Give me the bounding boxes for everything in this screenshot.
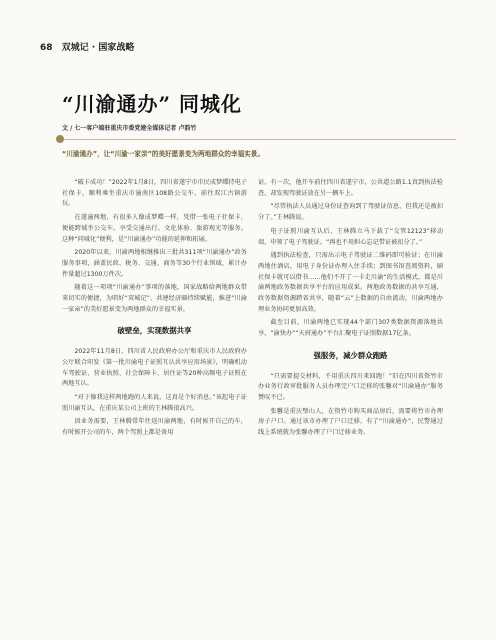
- divider: [62, 139, 456, 140]
- section-heading: 强服务，减少群众跑路: [313, 350, 388, 360]
- page-number: 68: [40, 43, 53, 53]
- divider-dot: [56, 135, 64, 143]
- paragraph: 在遂潼两地，有很多人像成梦蝶一样，凭借一张电子社保卡，便能跨域坐公交车，享受交通出行、文化体验、旅游观光等服务。这种“同城化”便利，是“川渝通办”功能的延伸和拓展。: [62, 214, 247, 243]
- paragraph: 因业务需要，王林腾常年往返川渝两地，有时候开自己的车，有时候开公司的车，两个驾照上都是备用: [62, 418, 247, 437]
- paragraph: “对于像我这样两地跑的人来说，这真是个好消息。”该起电子证照川渝互认，在重庆某公司上班的王林腾很高兴。: [62, 393, 247, 412]
- page-header: [40, 40, 134, 53]
- article-byline: 文 / 七一客户端驻重庆市委党建全媒体记者 卢韵竹: [62, 125, 197, 132]
- right-column: [258, 178, 443, 442]
- paragraph: 电子证照川渝互认后，王林腾立马下载了“交管12123”移动端，申领了电子驾驶证。“再也不用担心忘记带证被扣分了。”: [258, 227, 443, 246]
- left-column: [62, 178, 247, 442]
- paragraph: “只需要提交材料，不用重庆四川来回跑！”旧在四川省资竹市办业务行政审批服务人员办理完户口迁移的张馨对“川渝通办”服务赞叹不已。: [258, 372, 443, 401]
- article-lead: “川渝通办”，让“川渝一家亲”的美好愿景变为两地群众的幸福实景。: [62, 150, 264, 158]
- section-heading: 破壁垒，实现数据共享: [117, 326, 192, 336]
- paragraph: 证。有一次，他开车前往四川省遂宁市，公共道公路1.1真到执法检查，却发现驾驶证放在另一辆车上。: [258, 179, 443, 197]
- paragraph: 随着这一项项“川渝通办”事项的落地，国家战略给两地群众带来切实的便捷，为唱好“双城记”、共建经济圈持续赋能，推进“川渝一家亲”的美好愿景变为两地群众的幸福实景。: [62, 284, 247, 313]
- paragraph: 截至目前，川渝两地已实现44个部门307类数据资源落地共享，“渝快办”“天府通办”平台汇聚电子证照数据17亿条。: [258, 319, 443, 338]
- paragraph: 遇到执法检查，只需出示电子驾驶证二维码即可验证；在川渝两地住酒店，用电子身份证办理入住手续；到图书馆查阅资料，刷社保卡就可以借书……他们不开了一卡走川渝“的生活模式，都是川渝两地政务数据共享平台的应用成果。两地政务数据的共享互通，政务数据资源跨省共享，随着“云”上数据的自由流动，川渝两地办理业务协同更加高效。: [258, 252, 443, 313]
- paragraph: “破卡成功！”2022年1月8日，四川省遂宁市市民成梦蝶持电子社保卡，顺利乘坐重庆市潼南区108路公交车，前往双江古镇游玩。: [62, 179, 247, 208]
- section-label: 双城记 · 国家战略: [61, 43, 135, 53]
- paragraph: 张馨是重庆璧山人，在资竹市购买商品房后，需要将竹市办理房子户口。通过该市办理了户口迁移，有了“川渝通办”，民警通过线上系统就为张馨办理了户口迁移业务。: [258, 407, 443, 437]
- paragraph: 2022年11月8日，四川省人民政府办公厅和重庆市人民政府办公厅联合印发《第一批川渝电子证照互认共享应用场景》，明确机动车驾驶证、营业执照、社会保障卡、居住证等20种高频电子证照在两地互认。: [62, 348, 247, 388]
- paragraph: “尽管执法人员通过身份证查询到了驾驶证信息，但我还是被扣分了。”王林腾说。: [258, 203, 443, 222]
- article-title: “川渝通办” 同城化: [62, 92, 242, 116]
- paragraph: 2020年以来，川渝两地相继推出三批共311项“川渝通办”政务服务事项，涵盖民政、税务、交通、商务等30个行业领域，累计办件量超过1300万件次。: [62, 249, 247, 278]
